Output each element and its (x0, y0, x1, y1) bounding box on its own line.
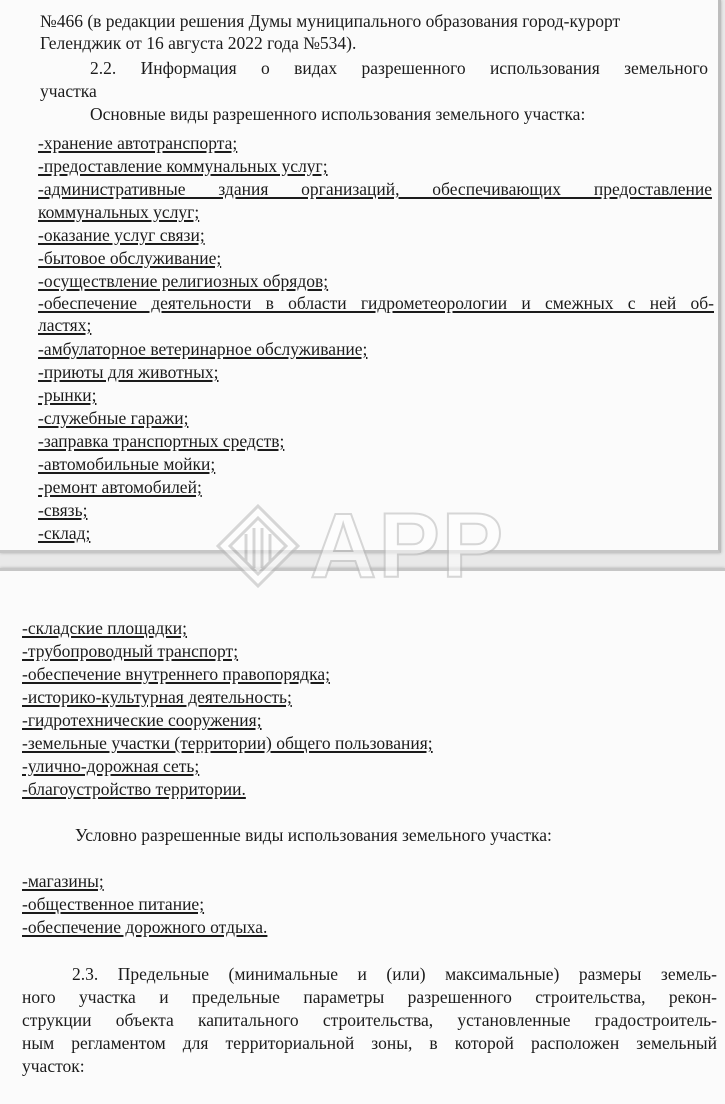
list-item: -служебные гаражи; (38, 408, 189, 428)
header-line-1: №466 (в редакции решения Думы муниципального образования город-курорт (40, 11, 621, 31)
header-line-2: Геленджик от 16 августа 2022 года №534). (40, 33, 357, 53)
list-item: -улично-дорожная сеть; (22, 756, 200, 776)
section-2-3-line: ным регламентом для территориальной зоны, в которой расположен земельный (22, 1033, 717, 1053)
list-item: -общественное питание; (22, 894, 205, 914)
list-item: -бытовое обслуживание; (38, 248, 222, 268)
watermark-text: APP (310, 494, 506, 597)
list-item: -земельные участки (территории) общего пользования; (22, 733, 433, 753)
list-item: -складские площадки; (22, 618, 188, 638)
section-2-2-title: 2.2. Информация о видах разрешенного использования земельного (90, 58, 708, 78)
list-item: -автомобильные мойки; (38, 454, 216, 474)
list-item: -склад; (38, 523, 91, 543)
section-2-2-title-cont: участка (40, 81, 97, 101)
list-item: -приюты для животных; (38, 362, 219, 382)
list-item: -оказание услуг связи; (38, 225, 205, 245)
document-page-2 (0, 568, 725, 1104)
list-item: -осуществление религиозных обрядов; (38, 271, 329, 291)
list-item: ластях; (38, 315, 92, 335)
list-item: -благоустройство территории. (22, 779, 246, 799)
section-2-3-line: ного участка и предельные параметры разрешенного строительства, рекон- (22, 987, 717, 1007)
list-item: -обеспечение дорожного отдыха. (22, 917, 268, 937)
section-2-3-line: струкции объекта капитального строительства, установленные градостроитель- (22, 1010, 717, 1030)
conditional-uses-heading: Условно разрешенные виды использования земельного участка: (75, 825, 552, 845)
list-item: -обеспечение внутреннего правопорядка; (22, 664, 330, 684)
section-2-3-line: 2.3. Предельные (минимальные и (или) максимальные) размеры земель- (72, 964, 717, 984)
section-2-3-line: участок: (22, 1056, 85, 1076)
list-item: -амбулаторное ветеринарное обслуживание; (38, 339, 368, 359)
list-item: -трубопроводный транспорт; (22, 641, 239, 661)
list-item: -обеспечение деятельности в области гидрометеорологии и смежных с ней об- (38, 293, 714, 313)
document-page-1 (0, 0, 721, 553)
list-item: -хранение автотранспорта; (38, 133, 238, 153)
list-item: -историко-культурная деятельность; (22, 687, 292, 707)
list-item: -связь; (38, 500, 88, 520)
list-item: -административные здания организаций, обеспечивающих предоставление (38, 179, 712, 199)
list-item: -магазины; (22, 871, 104, 891)
list-item: -предоставление коммунальных услуг; (38, 156, 328, 176)
list-item: -рынки; (38, 385, 97, 405)
list-item: -гидротехнические сооружения; (22, 710, 262, 730)
list-item: -ремонт автомобилей; (38, 477, 202, 497)
main-uses-heading: Основные виды разрешенного использования земельного участка: (90, 104, 586, 124)
list-item: коммунальных услуг; (38, 202, 200, 222)
list-item: -заправка транспортных средств; (38, 431, 285, 451)
